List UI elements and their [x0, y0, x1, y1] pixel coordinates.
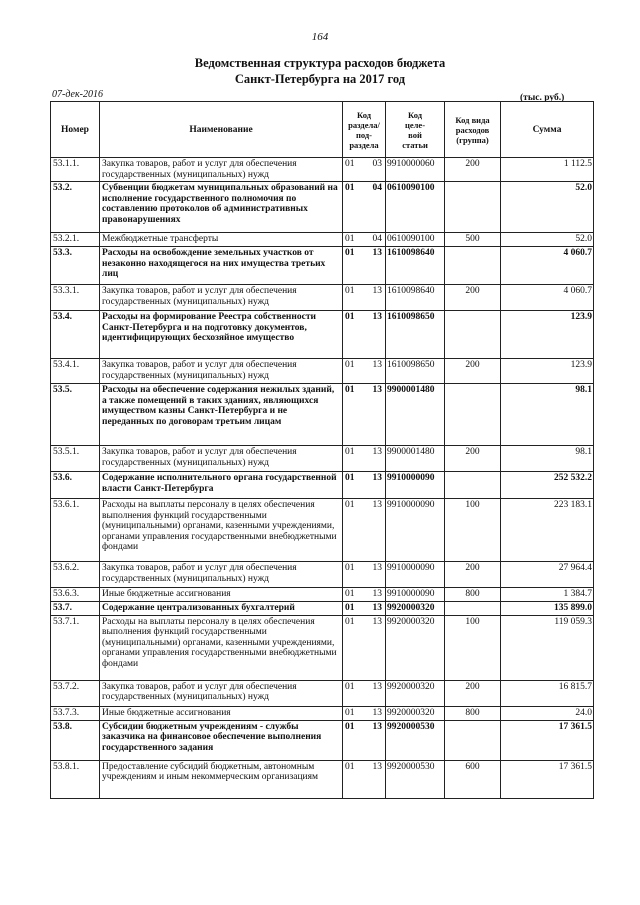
row-name: Содержание исполнительного органа государственной власти Санкт-Петербурга	[100, 472, 343, 499]
row-number: 53.7.1.	[51, 615, 100, 680]
row-expense-type: 800	[445, 706, 501, 720]
row-number: 53.3.	[51, 247, 100, 285]
row-section: 01	[343, 601, 363, 615]
row-sum: 252 532.2	[501, 472, 594, 499]
col-section-line2: раздела/	[348, 119, 380, 130]
row-expense-type: 200	[445, 285, 501, 311]
col-target-line2: целе-	[404, 119, 426, 130]
table-row	[51, 233, 594, 247]
units-label: (тыс. руб.)	[520, 93, 565, 103]
row-name: Предоставление субсидий бюджетным, автономным учреждениям и иным некоммерческим организациям	[100, 760, 343, 798]
row-section: 01	[343, 562, 363, 588]
col-target-line3: вой	[408, 129, 422, 140]
table-row	[51, 158, 594, 182]
table-row	[51, 680, 594, 706]
row-name: Расходы на выплаты персоналу в целях обеспечения выполнения функций государственными (муниципальными) органами, казенными учреждениями, органами управления государственными внебюджетными фондами	[100, 615, 343, 680]
row-expense-type: 800	[445, 588, 501, 602]
row-number: 53.2.	[51, 182, 100, 233]
row-expense-type: 200	[445, 359, 501, 384]
row-number: 53.5.1.	[51, 446, 100, 472]
row-subsection: 13	[363, 615, 386, 680]
page-number: 164	[311, 31, 329, 43]
row-expense-type: 200	[445, 446, 501, 472]
table-row	[51, 760, 594, 798]
col-number-header: Номер	[51, 102, 100, 158]
row-target: 9900001480	[386, 446, 445, 472]
row-subsection: 03	[363, 158, 386, 182]
row-sum: 17 361.5	[501, 760, 594, 798]
row-number: 53.4.	[51, 311, 100, 359]
row-number: 53.1.1.	[51, 158, 100, 182]
col-vr-header	[445, 102, 501, 158]
row-subsection: 13	[363, 588, 386, 602]
row-target: 1610098640	[386, 285, 445, 311]
row-sum: 123.9	[501, 359, 594, 384]
row-target: 9920000320	[386, 680, 445, 706]
row-target: 9910000090	[386, 472, 445, 499]
row-subsection: 13	[363, 706, 386, 720]
row-target: 0610090100	[386, 182, 445, 233]
row-target: 9920000530	[386, 720, 445, 760]
row-subsection: 13	[363, 499, 386, 562]
row-subsection: 13	[363, 311, 386, 359]
row-target: 0610090100	[386, 233, 445, 247]
row-name: Иные бюджетные ассигнования	[100, 588, 343, 602]
row-section: 01	[343, 588, 363, 602]
row-sum: 1 384.7	[501, 588, 594, 602]
row-name: Закупка товаров, работ и услуг для обеспечения государственных (муниципальных) нужд	[100, 359, 343, 384]
col-target-line4: статьи	[402, 139, 428, 150]
row-number: 53.7.3.	[51, 706, 100, 720]
row-sum: 98.1	[501, 384, 594, 446]
table-row	[51, 562, 594, 588]
row-target: 9910000090	[386, 562, 445, 588]
col-sum-header: Сумма	[501, 102, 594, 158]
table-row	[51, 615, 594, 680]
table-row	[51, 706, 594, 720]
col-section-header	[343, 102, 386, 158]
row-section: 01	[343, 182, 363, 233]
row-section: 01	[343, 706, 363, 720]
row-expense-type	[445, 601, 501, 615]
table-row	[51, 311, 594, 359]
row-subsection: 13	[363, 359, 386, 384]
row-expense-type: 100	[445, 615, 501, 680]
row-expense-type	[445, 720, 501, 760]
row-section: 01	[343, 158, 363, 182]
table-row	[51, 720, 594, 760]
row-number: 53.4.1.	[51, 359, 100, 384]
col-vr-line3: (группа)	[456, 134, 489, 145]
page-title: Ведомственная структура расходов бюджета	[194, 56, 446, 70]
row-expense-type	[445, 384, 501, 446]
row-sum: 16 815.7	[501, 680, 594, 706]
row-number: 53.6.2.	[51, 562, 100, 588]
row-number: 53.3.1.	[51, 285, 100, 311]
table-row	[51, 182, 594, 233]
row-expense-type: 600	[445, 760, 501, 798]
row-number: 53.6.	[51, 472, 100, 499]
row-number: 53.8.	[51, 720, 100, 760]
col-section-line1: Код	[356, 109, 372, 120]
row-sum: 17 361.5	[501, 720, 594, 760]
row-target: 9910000090	[386, 499, 445, 562]
row-sum: 27 964.4	[501, 562, 594, 588]
row-number: 53.6.1.	[51, 499, 100, 562]
row-name: Содержание централизованных бухгалтерий	[100, 601, 343, 615]
row-target: 9920000320	[386, 615, 445, 680]
row-expense-type	[445, 311, 501, 359]
row-name: Расходы на выплаты персоналу в целях обеспечения выполнения функций государственными (муниципальными) органами, казенными учреждениями, органами управления государственными внебюджетными фондами	[100, 499, 343, 562]
row-target: 9920000320	[386, 706, 445, 720]
row-number: 53.5.	[51, 384, 100, 446]
row-number: 53.6.3.	[51, 588, 100, 602]
row-sum: 223 183.1	[501, 499, 594, 562]
row-number: 53.7.2.	[51, 680, 100, 706]
row-name: Субвенции бюджетам муниципальных образований на исполнение государственного полномочия по составлению протоколов об административных правонарушениях	[100, 182, 343, 233]
row-sum: 98.1	[501, 446, 594, 472]
row-section: 01	[343, 472, 363, 499]
row-name: Иные бюджетные ассигнования	[100, 706, 343, 720]
row-subsection: 04	[363, 233, 386, 247]
row-subsection: 13	[363, 472, 386, 499]
col-name-header: Наименование	[100, 102, 343, 158]
row-subsection: 13	[363, 680, 386, 706]
row-name: Закупка товаров, работ и услуг для обеспечения государственных (муниципальных) нужд	[100, 562, 343, 588]
row-subsection: 13	[363, 446, 386, 472]
row-expense-type: 200	[445, 680, 501, 706]
page-subtitle: Санкт-Петербурга на 2017 год	[234, 72, 406, 86]
table-row	[51, 588, 594, 602]
table-row	[51, 247, 594, 285]
row-name: Закупка товаров, работ и услуг для обеспечения государственных (муниципальных) нужд	[100, 680, 343, 706]
row-section: 01	[343, 499, 363, 562]
row-subsection: 13	[363, 720, 386, 760]
col-target-line1: Код	[407, 109, 423, 120]
row-number: 53.7.	[51, 601, 100, 615]
row-subsection: 13	[363, 247, 386, 285]
row-subsection: 13	[363, 601, 386, 615]
row-subsection: 13	[363, 285, 386, 311]
table-row	[51, 285, 594, 311]
col-section-line4: раздела	[349, 139, 379, 150]
row-number: 53.8.1.	[51, 760, 100, 798]
row-name: Закупка товаров, работ и услуг для обеспечения государственных (муниципальных) нужд	[100, 285, 343, 311]
row-section: 01	[343, 233, 363, 247]
row-target: 9900001480	[386, 384, 445, 446]
col-target-header	[386, 102, 445, 158]
row-subsection: 13	[363, 562, 386, 588]
row-name: Расходы на формирование Реестра собственности Санкт-Петербурга и на подготовку документов, идентифицирующих бесхозяйное имущество	[100, 311, 343, 359]
table-row	[51, 384, 594, 446]
row-name: Расходы на освобождение земельных участков от незаконно находящегося на них имущества третьих лиц	[100, 247, 343, 285]
row-target: 9920000530	[386, 760, 445, 798]
row-name: Субсидии бюджетным учреждениям - службы заказчика на финансовое обеспечение выполнения государственного задания	[100, 720, 343, 760]
row-sum: 135 899.0	[501, 601, 594, 615]
col-section-line3: под-	[355, 129, 373, 140]
row-subsection: 13	[363, 384, 386, 446]
row-sum: 4 060.7	[501, 285, 594, 311]
row-section: 01	[343, 311, 363, 359]
row-section: 01	[343, 384, 363, 446]
row-section: 01	[343, 680, 363, 706]
row-expense-type: 200	[445, 158, 501, 182]
row-target: 1610098650	[386, 359, 445, 384]
row-name: Закупка товаров, работ и услуг для обеспечения государственных (муниципальных) нужд	[100, 158, 343, 182]
table-row	[51, 359, 594, 384]
row-target: 9920000320	[386, 601, 445, 615]
col-vr-line2: расходов	[455, 124, 490, 135]
table-row	[51, 601, 594, 615]
row-section: 01	[343, 760, 363, 798]
row-sum: 1 112.5	[501, 158, 594, 182]
row-section: 01	[343, 247, 363, 285]
row-subsection: 04	[363, 182, 386, 233]
row-expense-type: 100	[445, 499, 501, 562]
row-sum: 52.0	[501, 233, 594, 247]
col-vr-line1: Код вида	[455, 114, 490, 125]
row-expense-type	[445, 182, 501, 233]
row-subsection: 13	[363, 760, 386, 798]
table-row	[51, 472, 594, 499]
row-name: Межбюджетные трансферты	[100, 233, 343, 247]
row-expense-type: 500	[445, 233, 501, 247]
row-section: 01	[343, 615, 363, 680]
row-section: 01	[343, 359, 363, 384]
row-expense-type: 200	[445, 562, 501, 588]
row-sum: 4 060.7	[501, 247, 594, 285]
budget-table	[50, 101, 594, 799]
row-sum: 24.0	[501, 706, 594, 720]
row-section: 01	[343, 446, 363, 472]
row-sum: 123.9	[501, 311, 594, 359]
row-target: 9910000060	[386, 158, 445, 182]
report-date: 07-дек-2016	[52, 89, 103, 100]
row-section: 01	[343, 285, 363, 311]
row-sum: 119 059.3	[501, 615, 594, 680]
row-expense-type	[445, 472, 501, 499]
row-name: Закупка товаров, работ и услуг для обеспечения государственных (муниципальных) нужд	[100, 446, 343, 472]
row-name: Расходы на обеспечение содержания нежилых зданий, а также помещений в таких зданиях, являющихся имуществом казны Санкт-Петербурга и не переданных по договорам третьим лицам	[100, 384, 343, 446]
row-sum: 52.0	[501, 182, 594, 233]
table-row	[51, 499, 594, 562]
row-section: 01	[343, 720, 363, 760]
row-expense-type	[445, 247, 501, 285]
table-header	[51, 102, 594, 158]
row-number: 53.2.1.	[51, 233, 100, 247]
row-target: 9910000090	[386, 588, 445, 602]
row-target: 1610098640	[386, 247, 445, 285]
row-target: 1610098650	[386, 311, 445, 359]
table-row	[51, 446, 594, 472]
